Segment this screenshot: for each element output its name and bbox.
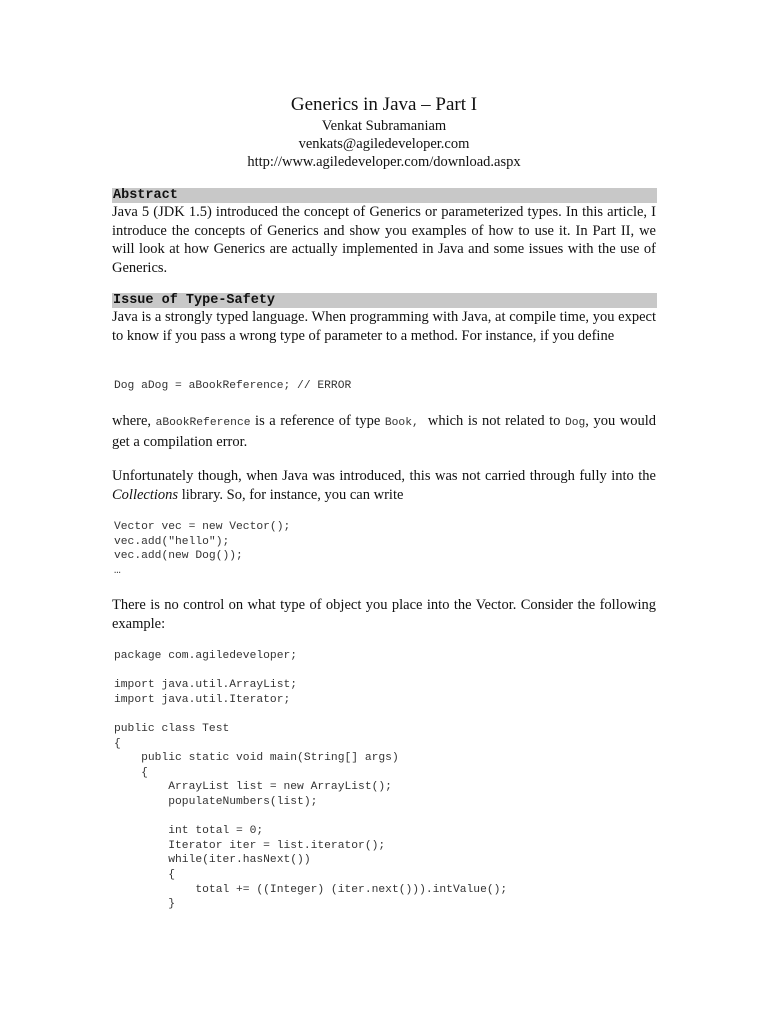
collections-emphasis: Collections xyxy=(112,486,179,503)
abstract-text: Java 5 (JDK 1.5) introduced the concept of Generics or parameterized types. In this article, I introduce the concepts of Generics and show you examples of how to use it. In Part II, we will look at how Generics are actually implemented in Java and some issues with the use of Generics. xyxy=(112,204,656,276)
code-snippet-vector xyxy=(114,520,290,578)
p3-text-a: Unfortunately though, when Java was introduced, this was not carried through fully into the xyxy=(112,468,656,484)
inline-code-book: Book, xyxy=(384,417,419,429)
code-line: while(iter.hasNext()) xyxy=(114,854,311,867)
p2-text-a: where, xyxy=(112,413,156,429)
code-line: } xyxy=(114,898,176,911)
p2-text-d: , you would get a compilation error. xyxy=(112,413,656,450)
code-line: import java.util.ArrayList; xyxy=(114,679,298,692)
code-line: vec.add("hello"); xyxy=(114,535,230,548)
inline-code-abookreference: aBookReference xyxy=(155,417,251,429)
p2-text-b: is a reference of type xyxy=(250,413,385,429)
code-line: Iterator iter = list.iterator(); xyxy=(114,839,386,852)
code-snippet-test-class xyxy=(114,649,507,912)
type-safety-paragraph-3 xyxy=(112,467,656,504)
p2-text-c: which is not related to xyxy=(418,413,565,429)
type-safety-heading: Issue of Type-Safety xyxy=(112,293,657,308)
code-line: vec.add(new Dog()); xyxy=(114,550,243,563)
code-line: package com.agiledeveloper; xyxy=(114,650,298,662)
inline-code-dog: Dog xyxy=(564,417,586,429)
author-email: venkats@agiledeveloper.com xyxy=(298,136,470,152)
code-line: public static void main(String[] args) xyxy=(114,752,399,765)
author-name: Venkat Subramaniam xyxy=(321,118,447,134)
code-line xyxy=(114,707,507,722)
code-line: ArrayList list = new ArrayList(); xyxy=(114,781,392,794)
abstract-heading: Abstract xyxy=(112,188,657,203)
code-line: int total = 0; xyxy=(114,825,264,838)
code-line xyxy=(114,664,507,679)
code-line: populateNumbers(list); xyxy=(114,795,318,808)
code-line: { xyxy=(114,766,148,779)
type-safety-paragraph-4: There is no control on what type of object you place into the Vector. Consider the following example: xyxy=(112,597,656,632)
code-line: import java.util.Iterator; xyxy=(114,693,291,706)
type-safety-paragraph-1: Java is a strongly typed language. When programming with Java, at compile time, you expect to know if you pass a wrong type of parameter to a method. For instance, if you define xyxy=(112,309,656,344)
p3-text-b: library. So, for instance, you can write xyxy=(178,486,404,503)
document-title: Generics in Java – Part I xyxy=(290,94,478,115)
code-line: { xyxy=(114,868,176,881)
code-line: total += ((Integer) (iter.next())).intValue(); xyxy=(114,883,508,896)
download-url: http://www.agiledeveloper.com/download.aspx xyxy=(247,154,521,170)
code-line: Vector vec = new Vector(); xyxy=(114,521,291,533)
code-line: … xyxy=(114,564,121,577)
code-line: { xyxy=(114,737,121,750)
code-line xyxy=(114,810,507,825)
type-safety-paragraph-2 xyxy=(112,412,656,451)
code-snippet-error: Dog aDog = aBookReference; // ERROR xyxy=(114,380,352,392)
code-line: public class Test xyxy=(114,722,230,735)
